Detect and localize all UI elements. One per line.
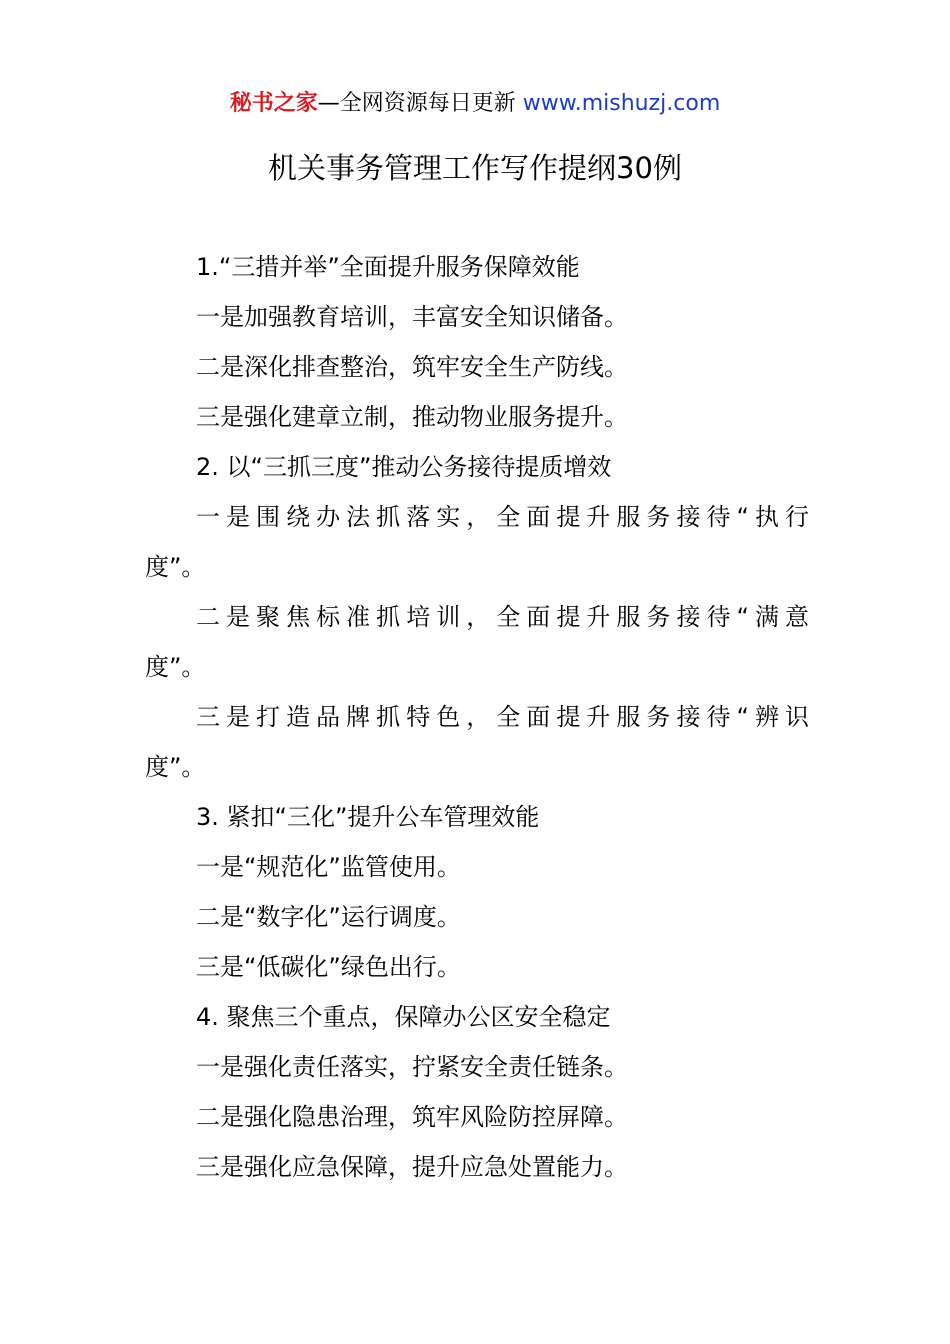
brand-name: 秘书之家: [229, 91, 318, 116]
list-item: 一是“规范化”监管使用。: [196, 853, 461, 881]
list-item: 二是聚焦标准抓培训，全面提升服务接待“满意: [196, 603, 809, 631]
header-tagline: —全网资源每日更新: [317, 91, 516, 116]
list-item-continuation: 度”。: [145, 653, 206, 681]
list-item: 三是强化建章立制，推动物业服务提升。: [196, 403, 628, 431]
list-item: 一是加强教育培训，丰富安全知识储备。: [196, 303, 628, 331]
list-item: 三是“低碳化”绿色出行。: [196, 953, 461, 981]
section-heading: 2. 以“三抓三度”推动公务接待提质增效: [196, 453, 612, 481]
section-heading: 1.“三措并举”全面提升服务保障效能: [196, 253, 580, 281]
list-item: 一是围绕办法抓落实，全面提升服务接待“执行: [196, 503, 809, 531]
section-heading: 3. 紧扣“三化”提升公车管理效能: [196, 803, 540, 831]
document-body: [145, 242, 809, 1192]
list-item: 二是深化排查整治，筑牢安全生产防线。: [196, 353, 628, 381]
list-item: 三是打造品牌抓特色，全面提升服务接待“辨识: [196, 703, 809, 731]
list-item: 一是强化责任落实，拧紧安全责任链条。: [196, 1053, 628, 1081]
list-item-continuation: 度”。: [145, 753, 206, 781]
section-heading: 4. 聚焦三个重点，保障办公区安全稳定: [196, 1003, 611, 1031]
site-url-link[interactable]: www.mishuzj.com: [522, 91, 721, 116]
site-header: [0, 88, 950, 120]
list-item: 二是“数字化”运行调度。: [196, 903, 461, 931]
list-item-continuation: 度”。: [145, 553, 206, 581]
list-item: 二是强化隐患治理，筑牢风险防控屏障。: [196, 1103, 628, 1131]
list-item: 三是强化应急保障，提升应急处置能力。: [196, 1153, 628, 1181]
document-title: 机关事务管理工作写作提纲30例: [268, 151, 682, 185]
